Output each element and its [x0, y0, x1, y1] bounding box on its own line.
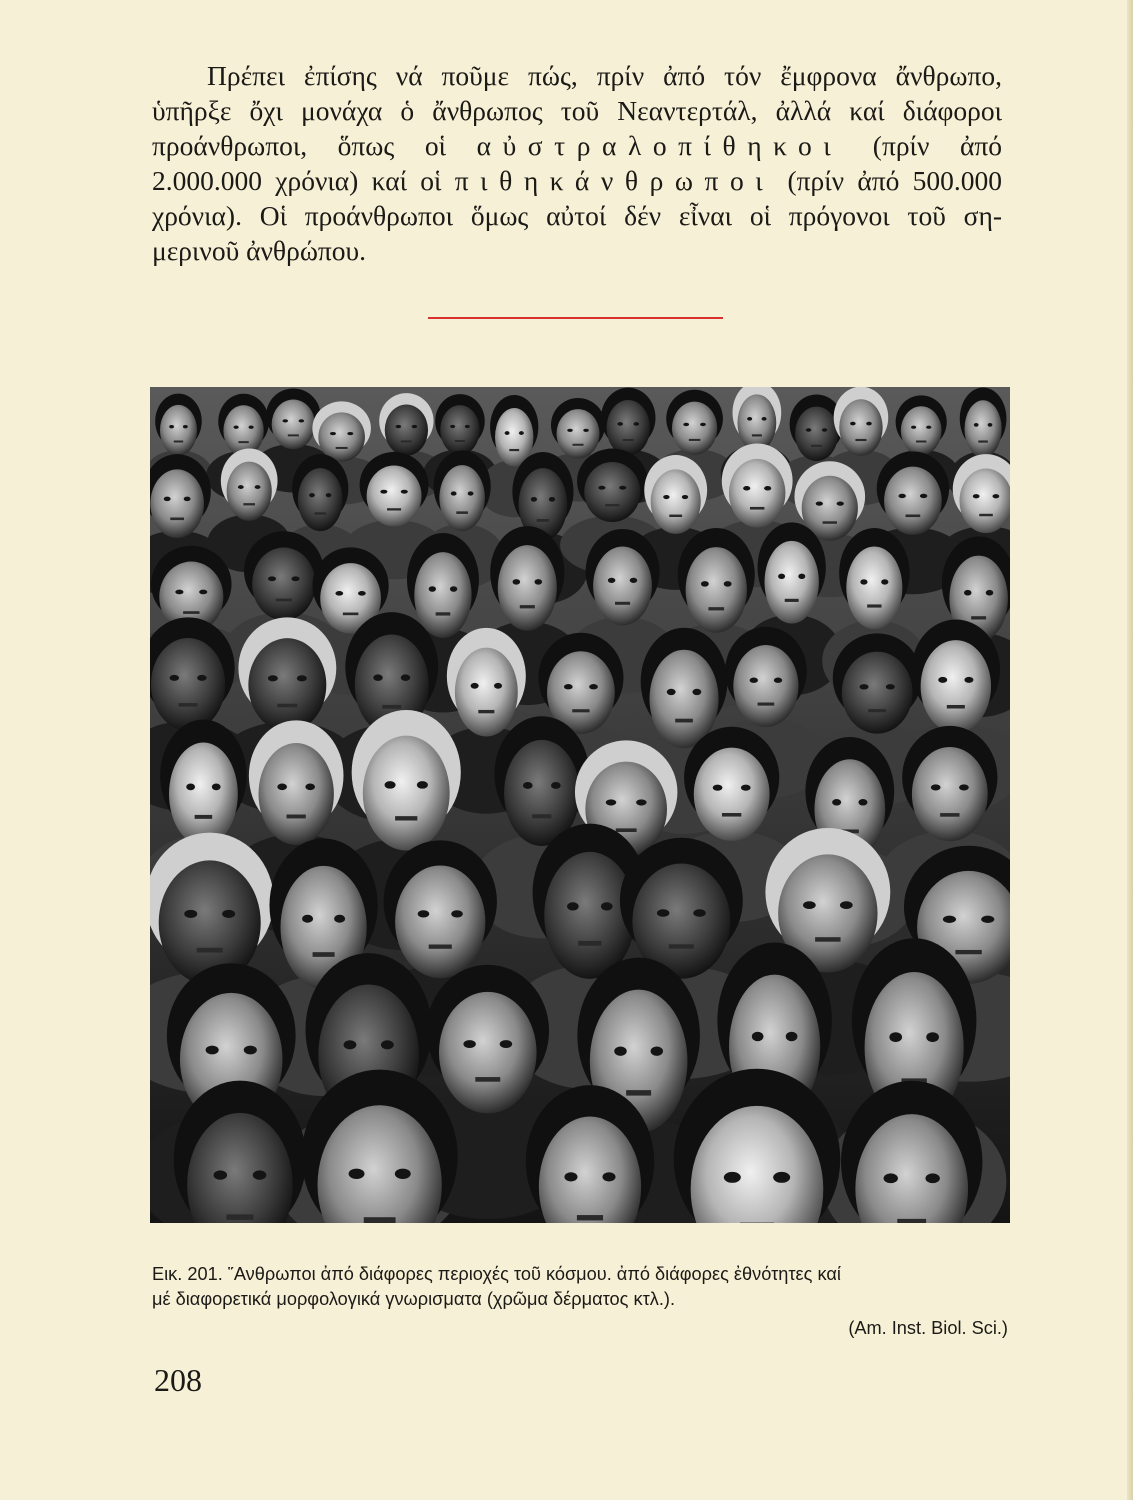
term-australopithecines: αὐστραλοπίθηκοι — [476, 130, 843, 161]
term-pithecanthropi: πιθηκάνθρωποι — [454, 165, 775, 196]
page-edge — [1127, 0, 1133, 1500]
figure-caption — [152, 1262, 1008, 1341]
body-line-3-end: (πρίν ἀπό — [872, 130, 1003, 161]
body-paragraph — [152, 58, 1002, 268]
body-line-5: χρόνια). Οἱ προάνθρωποι ὅμως αὐτοί δέν εἶναι οἱ πρόγονοι τοῦ ση- — [152, 200, 1002, 231]
body-line-1: Πρέπει ἐπίσης νά ποῦμε πώς, πρίν ἀπό τόν ἔμφρονα ἄνθρωπο, — [207, 60, 1002, 91]
section-divider — [428, 317, 723, 319]
page-number: 208 — [154, 1362, 202, 1398]
caption-line-1: Εικ. 201. ῞Ανθρωποι ἀπό διάφορες περιοχές τοῦ κόσμου. ἀπό διάφορες ἐθνότητες καί — [152, 1264, 841, 1284]
body-line-4-end: (πρίν ἀπό 500.000 — [787, 165, 1003, 196]
crowd-photograph — [150, 387, 1010, 1223]
photo-credit: (Am. Inst. Biol. Sci.) — [848, 1318, 1008, 1338]
body-line-3 — [152, 128, 1002, 163]
body-line-3-start: προάνθρωποι, ὅπως οἱ — [152, 130, 447, 161]
body-line-2: ὑπῆρξε ὄχι μονάχα ὁ ἄνθρωπος τοῦ Νεαντερτάλ, ἀλλά καί διάφοροι — [152, 95, 1002, 126]
body-line-4 — [152, 163, 1002, 198]
body-line-4-start: 2.000.000 χρόνια) καί οἱ — [152, 165, 442, 196]
body-line-6: μερινοῦ ἀνθρώπου. — [152, 235, 367, 266]
caption-line-2: μέ διαφορετικά μορφολογικά γνωρισματα (χρῶμα δέρματος κτλ.). — [152, 1289, 676, 1309]
crowd-photo-collage — [150, 387, 1010, 1223]
